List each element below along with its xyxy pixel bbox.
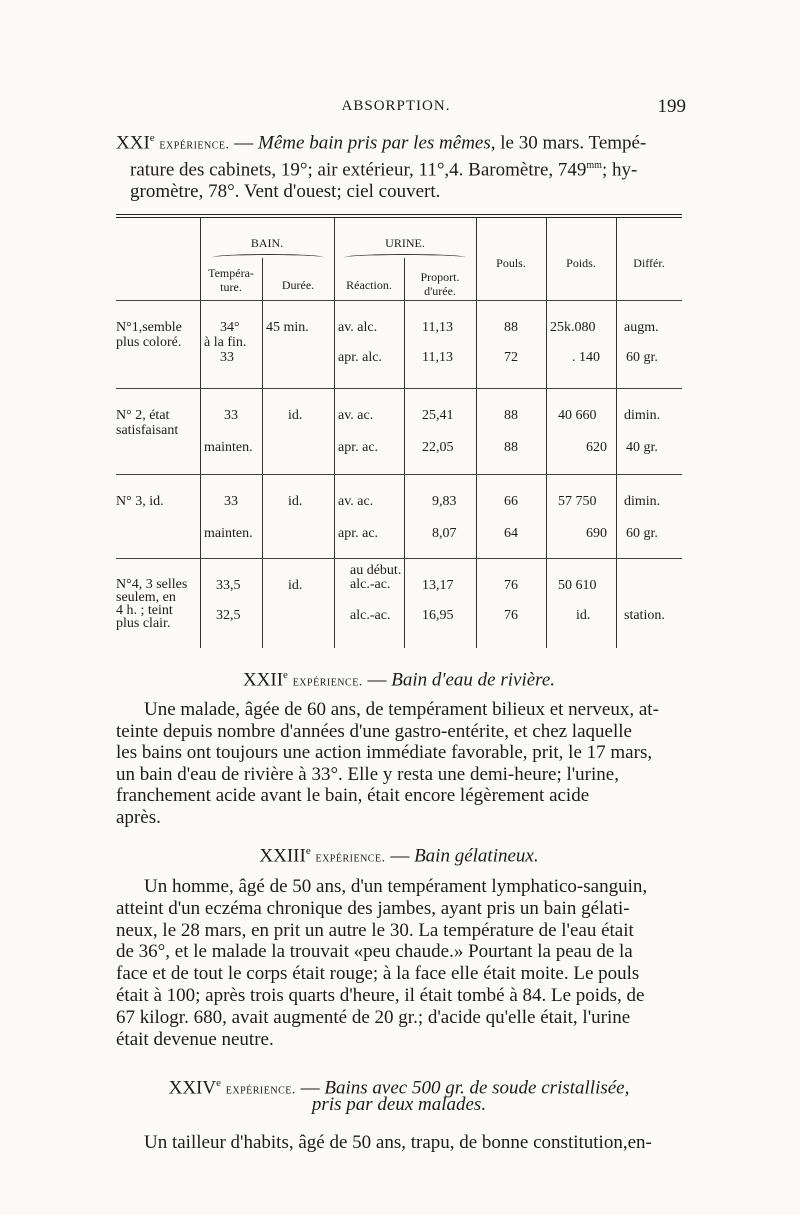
exp24-heading-line2: pris par deux malades.: [311, 1094, 487, 1115]
row2-proport-1: 25,41: [422, 408, 454, 423]
row4-pouls-1: 76: [504, 578, 518, 593]
col-divider: [404, 258, 405, 648]
row3-temp-2: mainten.: [204, 526, 253, 541]
header-differ: Différ.: [633, 256, 665, 270]
header-rule: [116, 300, 682, 301]
brace-bain: [212, 254, 324, 261]
row3-differ-1: dimin.: [624, 494, 661, 509]
row2-temp-2: mainten.: [204, 440, 253, 455]
row2-pouls-1: 88: [504, 408, 518, 423]
group-header-bain: BAIN.: [250, 236, 284, 250]
row4-subject: N°4, 3 selles seulem, en 4 h. ; teint plus clair.: [116, 577, 188, 631]
group-header-urine: URINE.: [385, 236, 425, 250]
col-divider: [476, 218, 477, 648]
row1-poids-1: 25k.080: [550, 320, 596, 335]
row1-subject: N°1,semble plus coloré.: [116, 320, 182, 350]
row4-poids-2: id.: [576, 608, 591, 623]
row1-poids-2: . 140: [572, 350, 600, 365]
row3-subject: N° 3, id.: [116, 494, 164, 509]
col-divider: [616, 218, 617, 648]
row4-poids-1: 50 610: [558, 578, 597, 593]
row3-proport-1: 9,83: [432, 494, 457, 509]
header-pouls: Pouls.: [496, 256, 526, 270]
row2-proport-2: 22,05: [422, 440, 454, 455]
row3-poids-1: 57 750: [558, 494, 597, 509]
row4-reaction-start: au début. alc.-ac.: [350, 563, 402, 592]
exp21-line-3: gromètre, 78°. Vent d'ouest; ciel couvert.: [130, 180, 441, 202]
row1-duree: 45 min.: [266, 320, 309, 335]
header-poids: Poids.: [566, 256, 596, 270]
row3-differ-2: 60 gr.: [626, 526, 658, 541]
row2-poids-1: 40 660: [558, 408, 597, 423]
measurements-table: [116, 218, 682, 658]
exp23-paragraph: Un homme, âgé de 50 ans, d'un tempérament lymphatico-sanguin, atteint d'un eczéma chronique des jambes, ayant pris un bain gélati- neux, le 28 mars, en prit un autre le 30. La température de l'eau était de 36°, et le malade la trouvait «peu chaude.» Pourtant la peau de la face et de tout le corps était rouge; à la face elle était moite. Le pouls était à 100; après trois quarts d'heure, il était tombé à 84. Le poids, de 67 kilogr. 680, avait augmenté de 20 gr.; d'acide qu'elle était, l'urine était devenue neutre.: [116, 876, 648, 1050]
row1-differ-1: augm.: [624, 320, 659, 335]
table-top-rule: [116, 214, 682, 215]
exp24-heading: XXIVe expérience. — Bains avec 500 gr. de soude cristallisée,: [168, 1077, 630, 1099]
exp22-heading: XXIIe expérience. — Bain d'eau de rivière.: [242, 669, 556, 691]
running-title: ABSORPTION.: [341, 98, 451, 114]
page-number: 199: [657, 96, 686, 117]
row3-reaction-av: av. ac.: [338, 494, 374, 509]
row4-temp-1: 33,5: [216, 578, 241, 593]
brace-urine: [344, 254, 466, 261]
row4-differ: station.: [624, 608, 665, 623]
row2-subject: N° 2, état satisfaisant: [116, 408, 179, 438]
exp22-paragraph: Une malade, âgée de 60 ans, de tempérament bilieux et nerveux, at- teinte depuis nombre d'années d'une gastro-entérite, et chez laquelle les bains ont toujours une action immédiate favorable, prit, le 17 mars, un bain d'eau de rivière à 33°. Elle y resta une demi-heure; l'urine, franchement acide avant le bain, était encore légèrement acide après.: [116, 699, 659, 828]
row-rule: [116, 474, 682, 475]
header-temperature: Tempéra- ture.: [208, 266, 254, 294]
row2-duree: id.: [288, 408, 303, 423]
running-head: [106, 98, 686, 122]
row1-differ-2: 60 gr.: [626, 350, 658, 365]
row3-pouls-1: 66: [504, 494, 518, 509]
row1-pouls-1: 88: [504, 320, 518, 335]
header-reaction: Réaction.: [346, 278, 392, 292]
row4-reaction-end: alc.-ac.: [350, 608, 391, 623]
row2-reaction-apr: apr. ac.: [338, 440, 379, 455]
row2-poids-2: 620: [586, 440, 607, 455]
header-duree: Durée.: [281, 278, 315, 292]
row3-proport-2: 8,07: [432, 526, 457, 541]
row1-pouls-2: 72: [504, 350, 518, 365]
exp21-line-2: rature des cabinets, 19°; air extérieur, 11°,4. Baromètre, $749^{mm}$; hy-: [130, 159, 638, 181]
exp21-line-1: XXIe expérience. — Même bain pris par les mêmes, le 30 mars. Tempé-: [116, 132, 647, 154]
row1-reaction-apr: apr. alc.: [338, 350, 382, 365]
col-divider: [546, 218, 547, 648]
row2-differ-2: 40 gr.: [626, 440, 658, 455]
row3-pouls-2: 64: [504, 526, 518, 541]
row2-pouls-2: 88: [504, 440, 518, 455]
col-divider: [262, 258, 263, 648]
row-rule: [116, 558, 682, 559]
row-rule: [116, 388, 682, 389]
header-proport: Proport. d'urée.: [420, 270, 460, 298]
row3-duree: id.: [288, 494, 303, 509]
row4-duree: id.: [288, 578, 303, 593]
row3-temp-1: 33: [224, 494, 238, 509]
row4-pouls-2: 76: [504, 608, 518, 623]
exp21-paragraph: [116, 128, 680, 202]
exp24-paragraph: Un tailleur d'habits, âgé de 50 ans, trapu, de bonne constitution,en-: [144, 1132, 652, 1153]
row4-temp-2: 32,5: [216, 608, 241, 623]
row2-differ-1: dimin.: [624, 408, 661, 423]
row4-proport-2: 16,95: [422, 608, 454, 623]
row1-reaction-av: av. alc.: [338, 320, 378, 335]
row1-proport-2: 11,13: [422, 350, 453, 365]
row3-reaction-apr: apr. ac.: [338, 526, 379, 541]
row1-proport-1: 11,13: [422, 320, 453, 335]
row2-temp-1: 33: [224, 408, 238, 423]
row4-proport-1: 13,17: [422, 578, 454, 593]
row3-poids-2: 690: [586, 526, 607, 541]
exp23-heading: XXIIIe expérience. — Bain gélatineux.: [259, 845, 539, 867]
row1-temp: 34° à la fin. 33: [204, 320, 247, 365]
row2-reaction-av: av. ac.: [338, 408, 374, 423]
